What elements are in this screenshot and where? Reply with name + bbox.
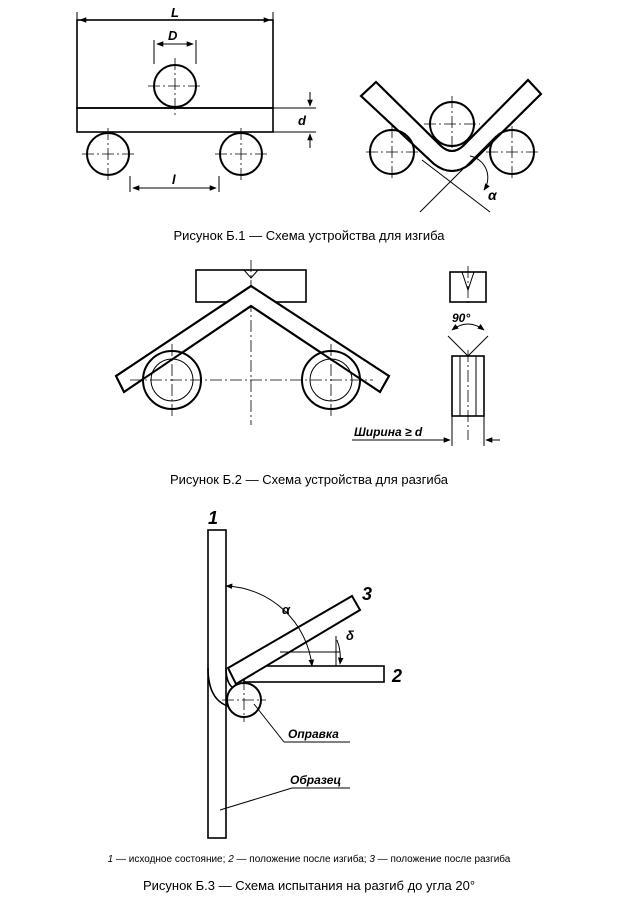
v-bend-scheme bbox=[361, 80, 541, 212]
legend-num-1: 1 bbox=[107, 854, 114, 865]
notch-section-detail bbox=[352, 266, 500, 446]
unbend-test-scheme bbox=[208, 530, 384, 838]
figure-b2-unbending-device bbox=[116, 260, 500, 487]
specimen-initial-position bbox=[208, 530, 226, 838]
figure-b3-legend bbox=[108, 853, 511, 865]
unbend-scheme bbox=[116, 260, 389, 425]
caption-figure-b2: Рисунок Б.2 — Схема устройства для разгиба bbox=[169, 472, 449, 487]
label-delta: δ bbox=[346, 628, 354, 643]
specimen-bar bbox=[77, 108, 273, 132]
figure-b3-unbend-test bbox=[108, 508, 511, 893]
label-position-3: 3 bbox=[362, 584, 373, 604]
caption-figure-b1: Рисунок Б.1 — Схема устройства для изгиба bbox=[173, 228, 445, 243]
figure-b1-bending-device bbox=[77, 5, 541, 243]
label-specimen: Образец bbox=[290, 773, 342, 787]
legend-text-1: — исходное состояние; bbox=[113, 854, 229, 865]
label-width: Ширина ≥ d bbox=[354, 425, 423, 439]
specimen-unbent-position bbox=[228, 596, 360, 684]
label-position-1: 1 bbox=[208, 508, 219, 528]
label-alpha-fig1: α bbox=[488, 187, 497, 203]
label-L: L bbox=[171, 5, 179, 20]
caption-figure-b3: Рисунок Б.3 — Схема испытания на разгиб до угла 20° bbox=[142, 878, 476, 893]
specimen-bent-position bbox=[244, 666, 384, 682]
legend-num-3: 3 bbox=[369, 854, 375, 865]
legend-num-2: 2 bbox=[228, 854, 234, 865]
legend-text-2: — положение после изгиба; bbox=[233, 854, 370, 865]
label-l: l bbox=[172, 172, 176, 187]
label-mandrel: Оправка bbox=[288, 727, 339, 741]
legend-text-3: — положение после разгиба bbox=[374, 854, 511, 865]
label-d: d bbox=[298, 113, 306, 128]
label-D: D bbox=[168, 28, 178, 43]
label-alpha-fig3: α bbox=[282, 602, 291, 617]
three-point-bend-scheme bbox=[77, 12, 316, 192]
label-position-2: 2 bbox=[392, 666, 403, 686]
label-90-degrees: 90° bbox=[452, 311, 471, 325]
